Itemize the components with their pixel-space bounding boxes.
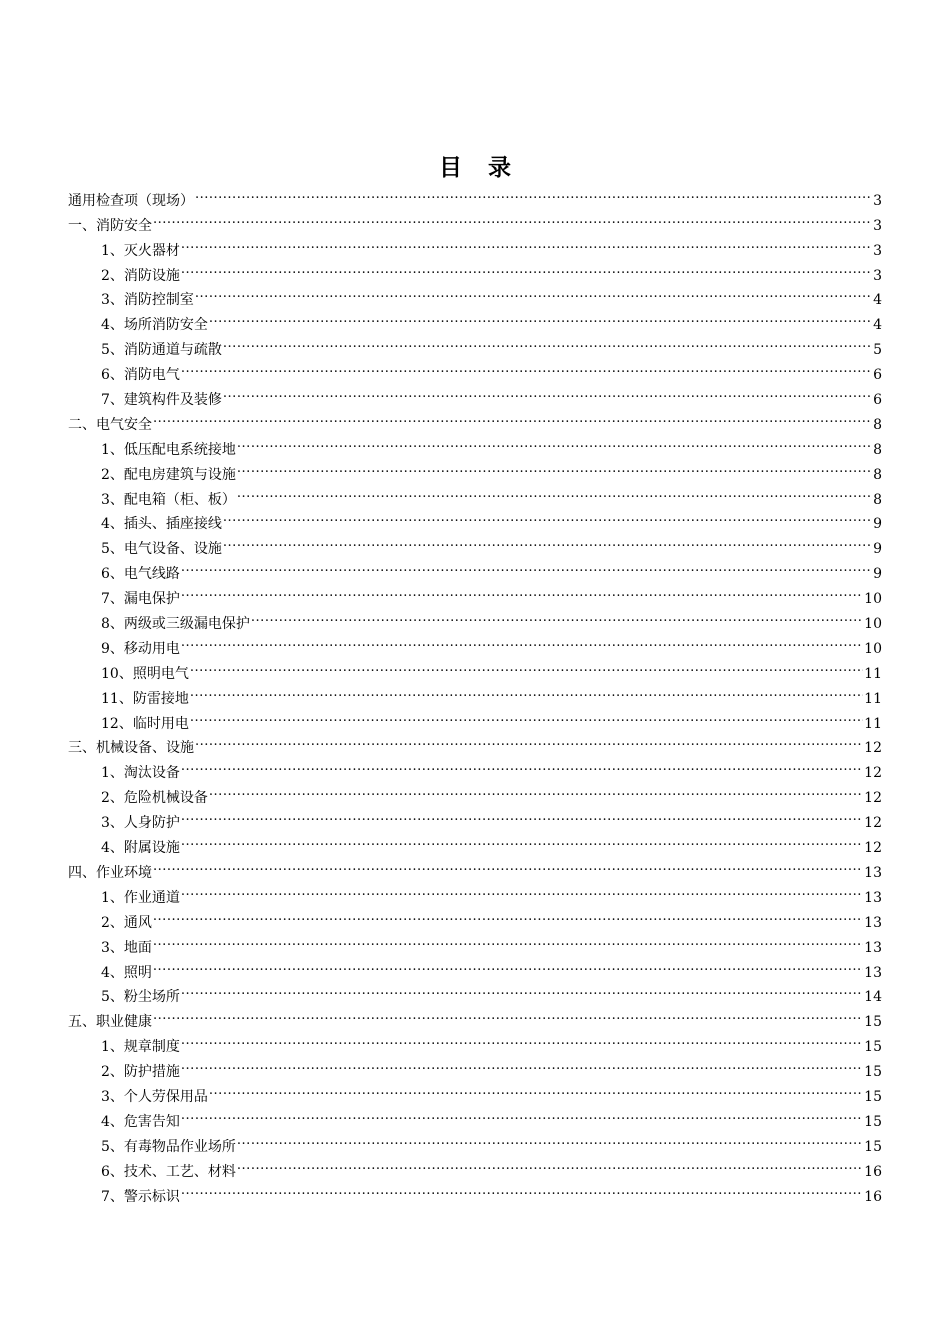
- toc-entry-label: 1、作业通道: [101, 889, 180, 906]
- toc-dot-leader: [209, 777, 863, 802]
- toc-entry-label: 5、有毒物品作业场所: [101, 1138, 236, 1155]
- toc-entry-page-number: 8: [873, 466, 882, 483]
- toc-entry-page-number: 8: [873, 416, 882, 433]
- toc-dot-leader: [223, 504, 872, 529]
- toc-dot-leader: [181, 752, 863, 777]
- toc-entry-label: 1、低压配电系统接地: [101, 441, 236, 458]
- toc-entry-label: 4、插头、插座接线: [101, 516, 222, 533]
- toc-entry[interactable]: [68, 404, 882, 433]
- toc-entry[interactable]: [68, 255, 882, 284]
- toc-entry[interactable]: [68, 1076, 882, 1105]
- toc-entry-page-number: 5: [873, 342, 882, 359]
- toc-entry-label: 2、通风: [101, 914, 152, 931]
- toc-dot-leader: [181, 802, 863, 827]
- toc-entry-page-number: 8: [873, 491, 882, 508]
- toc-dot-leader: [209, 304, 872, 329]
- toc-entry-label: 四、作业环境: [68, 864, 152, 881]
- toc-entry-label: 三、机械设备、设施: [68, 740, 194, 757]
- toc-entry-label: 3、个人劳保用品: [101, 1088, 208, 1105]
- toc-entry[interactable]: [68, 703, 882, 732]
- toc-entry-page-number: 15: [864, 1088, 882, 1105]
- toc-dot-leader: [181, 1176, 863, 1201]
- toc-entry-label: 4、照明: [101, 964, 152, 981]
- toc-entry[interactable]: [68, 230, 882, 259]
- toc-entry-label: 1、淘汰设备: [101, 765, 180, 782]
- toc-entry-page-number: 12: [864, 815, 882, 832]
- toc-entry-label: 3、配电箱（柜、板）: [101, 491, 236, 508]
- toc-dot-leader: [223, 329, 872, 354]
- toc-entry[interactable]: [68, 553, 882, 583]
- toc-dot-leader: [251, 603, 863, 628]
- toc-entry-page-number: 9: [873, 566, 882, 583]
- toc-entry-label: 3、消防控制室: [101, 292, 194, 309]
- toc-dot-leader: [181, 1026, 863, 1051]
- toc-dot-leader: [181, 977, 863, 1002]
- toc-entry[interactable]: [68, 603, 882, 633]
- toc-entry-label: 5、消防通道与疏散: [101, 342, 222, 359]
- toc-entry-page-number: 10: [864, 640, 882, 657]
- toc-entry-label: 2、配电房建筑与设施: [101, 466, 236, 483]
- toc-entry[interactable]: [68, 977, 882, 1006]
- toc-entry-label: 1、规章制度: [101, 1039, 180, 1056]
- toc-entry-label: 4、场所消防安全: [101, 317, 208, 334]
- toc-entry-page-number: 3: [873, 267, 882, 284]
- toc-entry[interactable]: [68, 728, 882, 757]
- toc-entry-label: 2、防护措施: [101, 1064, 180, 1081]
- toc-entry-page-number: 12: [864, 840, 882, 857]
- toc-entry-label: 7、建筑构件及装修: [101, 392, 222, 409]
- toc-dot-leader: [237, 479, 872, 504]
- toc-entry-page-number: 3: [873, 217, 882, 234]
- toc-dot-leader: [181, 255, 872, 280]
- toc-entry-page-number: 15: [864, 1014, 882, 1031]
- toc-entry[interactable]: [68, 877, 882, 906]
- toc-entry-page-number: 16: [864, 1163, 882, 1180]
- toc-dot-leader: [223, 379, 872, 404]
- toc-entry-page-number: 11: [864, 690, 882, 707]
- toc-entry-label: 2、危险机械设备: [101, 790, 208, 807]
- toc-entry-label: 6、技术、工艺、材料: [101, 1163, 236, 1180]
- toc-entry-page-number: 10: [864, 616, 882, 633]
- toc-dot-leader: [237, 1151, 863, 1176]
- table-of-contents: [68, 180, 882, 1205]
- toc-entry-page-number: 12: [864, 765, 882, 782]
- toc-entry-page-number: 3: [873, 192, 882, 209]
- toc-dot-leader: [181, 877, 863, 902]
- toc-entry[interactable]: [68, 1001, 882, 1031]
- toc-entry-label: 8、两级或三级漏电保护: [101, 616, 250, 633]
- toc-entry-page-number: 15: [864, 1039, 882, 1056]
- toc-entry[interactable]: [68, 678, 882, 707]
- toc-entry-label: 10、照明电气: [101, 665, 189, 682]
- toc-entry[interactable]: [68, 280, 882, 309]
- toc-entry[interactable]: [68, 927, 882, 956]
- toc-entry-page-number: 6: [873, 367, 882, 384]
- toc-entry-label: 9、移动用电: [101, 640, 180, 657]
- toc-dot-leader: [190, 678, 863, 703]
- toc-dot-leader: [223, 528, 872, 553]
- toc-entry-page-number: 9: [873, 541, 882, 558]
- toc-entry-label: 6、消防电气: [101, 367, 180, 384]
- toc-entry-label: 2、消防设施: [101, 267, 180, 284]
- toc-entry-label: 12、临时用电: [101, 715, 189, 732]
- toc-entry-page-number: 16: [864, 1188, 882, 1205]
- toc-entry-label: 一、消防安全: [68, 217, 152, 234]
- toc-dot-leader: [237, 454, 872, 479]
- toc-dot-leader: [190, 703, 863, 728]
- toc-entry-page-number: 12: [864, 790, 882, 807]
- toc-entry-label: 6、电气线路: [101, 566, 180, 583]
- toc-entry[interactable]: [68, 752, 882, 782]
- toc-entry-label: 3、人身防护: [101, 815, 180, 832]
- toc-entry-page-number: 6: [873, 392, 882, 409]
- toc-entry-label: 五、职业健康: [68, 1014, 152, 1031]
- toc-dot-leader: [209, 1076, 863, 1101]
- toc-dot-leader: [153, 1001, 863, 1026]
- toc-entry-page-number: 9: [873, 516, 882, 533]
- title-char-1: 目: [439, 155, 462, 182]
- toc-entry-page-number: 15: [864, 1064, 882, 1081]
- toc-entry-label: 5、电气设备、设施: [101, 541, 222, 558]
- toc-entry[interactable]: [68, 1126, 882, 1155]
- toc-entry-label: 通用检查项（现场）: [68, 192, 194, 209]
- toc-entry[interactable]: [68, 379, 882, 409]
- toc-entry-page-number: 11: [864, 665, 882, 682]
- toc-entry[interactable]: [68, 952, 882, 981]
- toc-dot-leader: [181, 553, 872, 578]
- toc-entry[interactable]: [68, 1051, 882, 1081]
- toc-entry-page-number: 15: [864, 1138, 882, 1155]
- toc-entry-page-number: 12: [864, 740, 882, 757]
- toc-dot-leader: [153, 404, 872, 429]
- toc-entry[interactable]: [68, 1026, 882, 1056]
- toc-entry-label: 5、粉尘场所: [101, 989, 180, 1006]
- toc-entry-page-number: 13: [864, 964, 882, 981]
- toc-entry-label: 4、附属设施: [101, 840, 180, 857]
- toc-dot-leader: [181, 1101, 863, 1126]
- toc-entry[interactable]: [68, 802, 882, 832]
- toc-entry[interactable]: [68, 777, 882, 807]
- toc-dot-leader: [181, 230, 872, 255]
- toc-entry[interactable]: [68, 653, 882, 682]
- toc-dot-leader: [153, 902, 863, 927]
- toc-entry-page-number: 13: [864, 889, 882, 906]
- toc-entry[interactable]: [68, 902, 882, 931]
- toc-entry-label: 7、漏电保护: [101, 591, 180, 608]
- toc-dot-leader: [181, 354, 872, 379]
- toc-entry-page-number: 11: [864, 715, 882, 732]
- toc-entry-page-number: 13: [864, 914, 882, 931]
- toc-entry[interactable]: [68, 578, 882, 608]
- toc-entry[interactable]: [68, 1176, 882, 1205]
- toc-entry-page-number: 13: [864, 864, 882, 881]
- toc-dot-leader: [181, 1051, 863, 1076]
- toc-dot-leader: [195, 280, 872, 305]
- toc-entry-page-number: 14: [864, 989, 882, 1006]
- toc-entry[interactable]: [68, 180, 882, 209]
- toc-entry[interactable]: [68, 205, 882, 234]
- toc-dot-leader: [153, 205, 872, 230]
- toc-entry-page-number: 3: [873, 242, 882, 259]
- title-char-2: 录: [488, 155, 511, 182]
- toc-entry[interactable]: [68, 827, 882, 857]
- toc-entry-page-number: 15: [864, 1113, 882, 1130]
- toc-dot-leader: [181, 578, 863, 603]
- toc-dot-leader: [181, 628, 863, 653]
- toc-dot-leader: [195, 180, 872, 205]
- toc-dot-leader: [153, 852, 863, 877]
- toc-dot-leader: [237, 429, 872, 454]
- toc-entry[interactable]: [68, 1101, 882, 1130]
- toc-entry-label: 3、地面: [101, 939, 152, 956]
- toc-entry[interactable]: [68, 429, 882, 458]
- toc-entry-label: 4、危害告知: [101, 1113, 180, 1130]
- toc-entry-label: 11、防雷接地: [101, 690, 189, 707]
- toc-entry-label: 7、警示标识: [101, 1188, 180, 1205]
- toc-entry-page-number: 4: [873, 317, 882, 334]
- toc-entry-page-number: 10: [864, 591, 882, 608]
- toc-entry-label: 1、灭火器材: [101, 242, 180, 259]
- toc-entry-page-number: 13: [864, 939, 882, 956]
- toc-dot-leader: [195, 728, 863, 753]
- toc-dot-leader: [237, 1126, 863, 1151]
- toc-entry[interactable]: [68, 628, 882, 657]
- toc-entry[interactable]: [68, 354, 882, 384]
- toc-entry-page-number: 4: [873, 292, 882, 309]
- toc-entry-label: 二、电气安全: [68, 416, 152, 433]
- toc-dot-leader: [190, 653, 863, 678]
- toc-entry-page-number: 8: [873, 441, 882, 458]
- toc-dot-leader: [153, 952, 863, 977]
- toc-dot-leader: [181, 827, 863, 852]
- toc-entry[interactable]: [68, 852, 882, 881]
- toc-dot-leader: [153, 927, 863, 952]
